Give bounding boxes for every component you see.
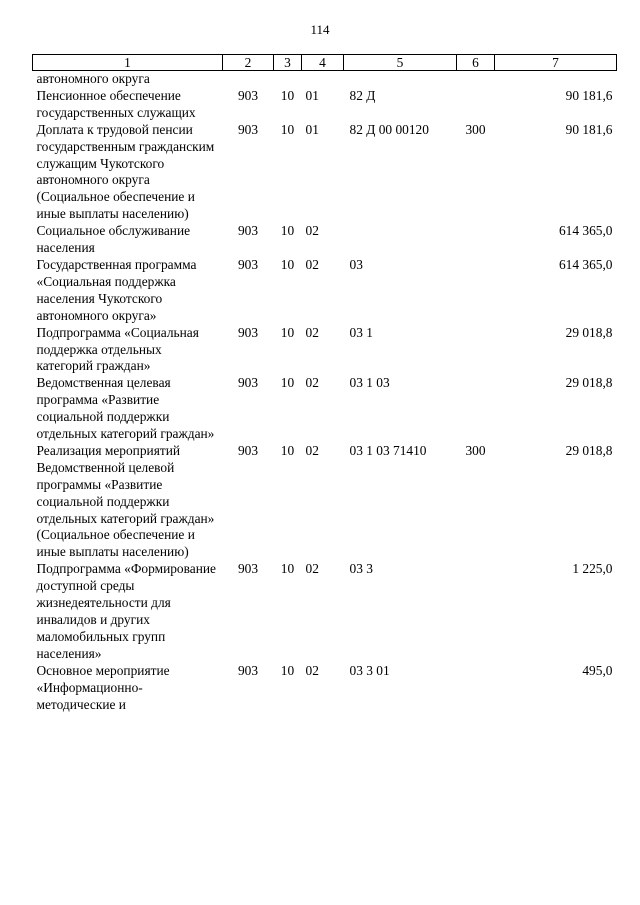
- row-expense-type: [457, 375, 495, 443]
- row-expense-type: [457, 325, 495, 376]
- row-amount: 1 225,0: [572, 561, 613, 577]
- row-section-code: [274, 71, 302, 88]
- row-amount: 29 018,8: [565, 375, 613, 391]
- row-subsection-code: 02: [305, 662, 319, 678]
- page-number: 114: [310, 22, 330, 37]
- row-ministry-code: 903: [237, 375, 259, 391]
- row-section-code: 10: [280, 223, 295, 239]
- row-subsection-code: 02: [305, 375, 319, 391]
- row-target-article: [344, 71, 457, 88]
- row-subsection-code: 02: [305, 256, 319, 272]
- row-amount: 90 181,6: [565, 87, 613, 103]
- row-subsection-code: 02: [305, 442, 319, 458]
- row-name: Подпрограмма «Формирование доступной среды жизнедеятельности для инвалидов и других маломобильных групп населения»: [36, 561, 216, 661]
- column-header-6: 6: [457, 55, 495, 71]
- table-row: [33, 257, 617, 325]
- row-amount: 29 018,8: [565, 324, 613, 340]
- table-row: [33, 223, 617, 257]
- table-row: [33, 122, 617, 223]
- row-subsection-code: 02: [305, 561, 319, 577]
- row-amount: 495,0: [582, 662, 613, 678]
- row-target-article: 03 1 03: [349, 375, 390, 391]
- row-subsection-code: 02: [305, 223, 319, 239]
- row-name: Государственная программа «Социальная поддержка населения Чукотского автономного округа»: [36, 256, 197, 323]
- row-expense-type: [457, 561, 495, 662]
- budget-table: [32, 54, 617, 713]
- row-target-article: [344, 223, 457, 257]
- row-amount: 614 365,0: [558, 256, 613, 272]
- row-name: Подпрограмма «Социальная поддержка отдельных категорий граждан»: [36, 324, 199, 374]
- row-name: Реализация мероприятий Ведомственной целевой программы «Развитие социальной поддержки отдельных категорий граждан» (Социальное обеспечение и иные выплаты населению): [36, 442, 215, 560]
- row-target-article: 03 1: [349, 324, 373, 340]
- row-name: Пенсионное обеспечение государственных служащих: [36, 87, 196, 120]
- row-section-code: 10: [280, 442, 295, 458]
- row-amount: 29 018,8: [565, 442, 613, 458]
- table-row: [33, 443, 617, 561]
- row-section-code: 10: [280, 256, 295, 272]
- row-target-article: 82 Д 00 00120: [349, 121, 429, 137]
- row-ministry-code: 903: [237, 121, 259, 137]
- row-subsection-code: 01: [305, 121, 319, 137]
- row-name: Основное мероприятие «Информационно-методические и: [36, 662, 170, 712]
- row-section-code: 10: [280, 324, 295, 340]
- row-section-code: 10: [280, 375, 295, 391]
- row-target-article: 82 Д: [349, 87, 376, 103]
- table-row: [33, 325, 617, 376]
- row-section-code: 10: [280, 87, 295, 103]
- row-expense-type: [457, 71, 495, 88]
- column-header-7: 7: [495, 55, 617, 71]
- column-header-4: 4: [302, 55, 344, 71]
- row-ministry-code: 903: [237, 662, 259, 678]
- row-target-article: 03 3 01: [349, 662, 390, 678]
- row-ministry-code: 903: [237, 223, 259, 239]
- row-amount: 614 365,0: [558, 223, 613, 239]
- column-header-3: 3: [274, 55, 302, 71]
- row-ministry-code: 903: [237, 256, 259, 272]
- row-amount: [495, 71, 617, 88]
- row-expense-type: 300: [465, 442, 486, 458]
- row-ministry-code: [223, 71, 274, 88]
- row-section-code: 10: [280, 121, 295, 137]
- row-name: Доплата к трудовой пенсии государственным гражданским служащим Чукотского автономного округа (Социальное обеспечение и иные выплаты населению): [36, 121, 215, 222]
- table-row: [33, 88, 617, 122]
- row-amount: 90 181,6: [565, 121, 613, 137]
- row-name: автономного округа: [36, 71, 150, 86]
- row-target-article: 03: [349, 256, 363, 272]
- row-subsection-code: 01: [305, 87, 319, 103]
- row-target-article: 03 1 03 71410: [349, 442, 427, 458]
- row-name: Социальное обслуживание населения: [36, 223, 191, 256]
- row-ministry-code: 903: [237, 87, 259, 103]
- row-expense-type: [457, 663, 495, 714]
- row-expense-type: [457, 223, 495, 257]
- row-section-code: 10: [280, 662, 295, 678]
- row-section-code: 10: [280, 561, 295, 577]
- table-row: [33, 663, 617, 714]
- row-ministry-code: 903: [237, 324, 259, 340]
- row-target-article: 03 3: [349, 561, 373, 577]
- row-ministry-code: 903: [237, 561, 259, 577]
- row-subsection-code: 02: [305, 324, 319, 340]
- row-expense-type: 300: [465, 121, 486, 137]
- table-row: [33, 561, 617, 662]
- row-subsection-code: [302, 71, 344, 88]
- table-row: [33, 375, 617, 443]
- row-name: Ведомственная целевая программа «Развитие социальной поддержки отдельных категорий граждан»: [36, 375, 215, 442]
- column-header-1: 1: [33, 55, 223, 71]
- row-expense-type: [457, 257, 495, 325]
- column-header-5: 5: [344, 55, 457, 71]
- table-row: [33, 71, 617, 88]
- row-expense-type: [457, 88, 495, 122]
- row-ministry-code: 903: [237, 442, 259, 458]
- column-header-2: 2: [223, 55, 274, 71]
- table-header-row: [33, 55, 617, 71]
